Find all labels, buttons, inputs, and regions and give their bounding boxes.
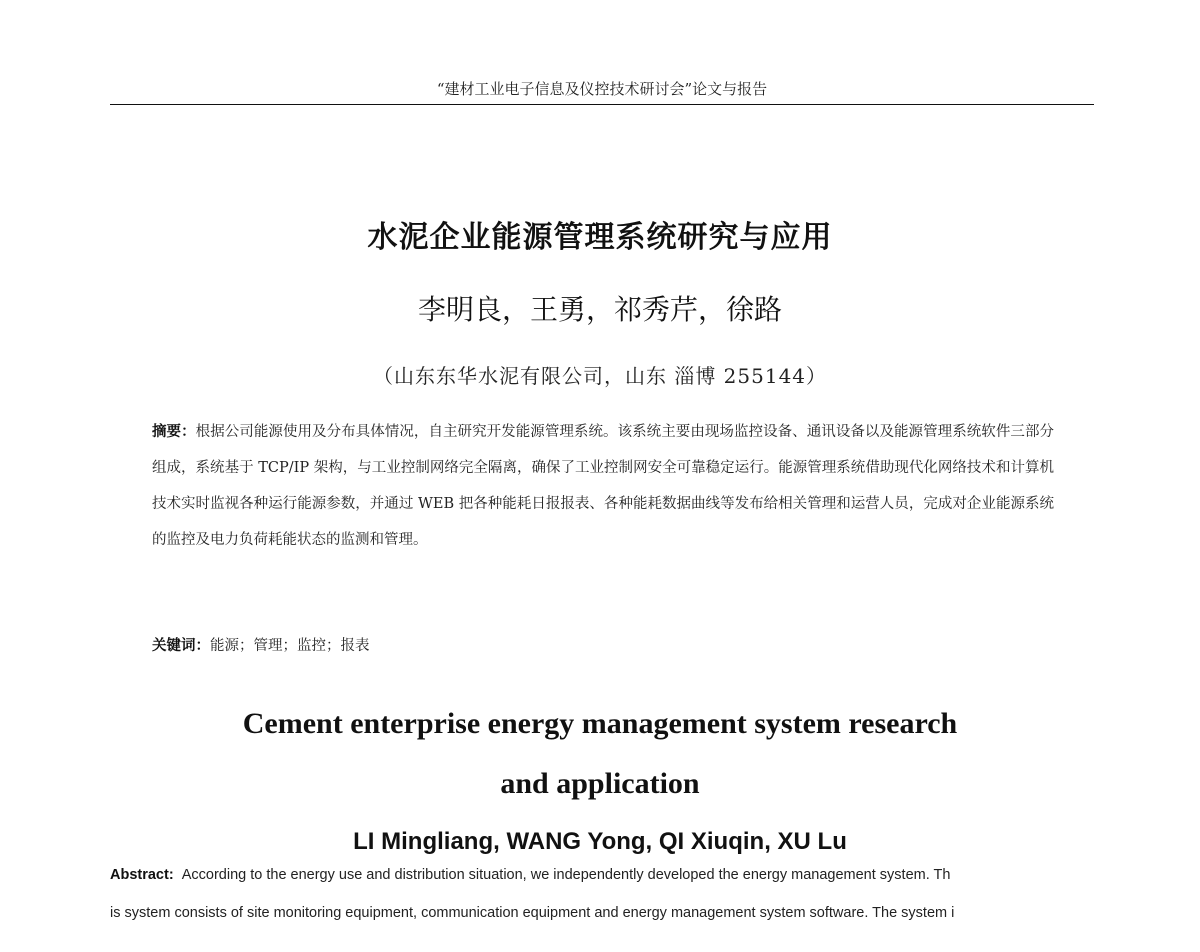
abstract-en-text-line2: is system consists of site monitoring equipment, communication equipment and energy management system software. The system i (110, 905, 955, 921)
abstract-cn-text: 根据公司能源使用及分布具体情况，自主研究开发能源管理系统。该系统主要由现场监控设备、通讯设备以及能源管理系统软件三部分组成，系统基于 TCP/IP 架构，与工业控制网络完全隔离，确保了工业控制网安全可靠稳定运行。能源管理系统借助现代化网络技术和计算机技术实时监视各种运行能源参数，并通过 WEB 把各种能耗日报报表、各种能耗数据曲线等发布给相关管理和运营人员，完成对企业能源系统的监控及电力负荷耗能状态的监测和管理。 (152, 424, 1055, 548)
abstract-en (110, 856, 1100, 932)
authors-en: LI Mingliang, WANG Yong, QI Xiuqin, XU Lu (353, 828, 847, 855)
abstract-cn (152, 414, 1054, 558)
abstract-en-line1 (110, 856, 1100, 894)
affiliation-cn: （山东东华水泥有限公司，山东 淄博 255144） (372, 364, 828, 388)
paper-title-en-line2: and application (500, 767, 700, 800)
paper-title-cn: 水泥企业能源管理系统研究与应用 (367, 220, 833, 255)
authors-cn: 李明良，王勇，祁秀芹，徐路 (417, 293, 782, 326)
keywords-cn-text: 能源；管理；监控；报表 (210, 638, 370, 654)
header-rule (110, 104, 1094, 105)
keywords-cn-label: 关键词： (152, 638, 210, 654)
running-header: “建材工业电子信息及仪控技术研讨会”论文与报告 (436, 80, 768, 98)
abstract-en-label: Abstract: (110, 867, 174, 883)
paper-title-en (0, 694, 1200, 814)
abstract-en-text-line1: According to the energy use and distribution situation, we independently developed the energy management system. Th (181, 867, 951, 883)
abstract-cn-label: 摘要： (152, 424, 196, 440)
keywords-cn (152, 634, 1054, 655)
paper-title-en-line1: Cement enterprise energy management system research (242, 707, 958, 740)
